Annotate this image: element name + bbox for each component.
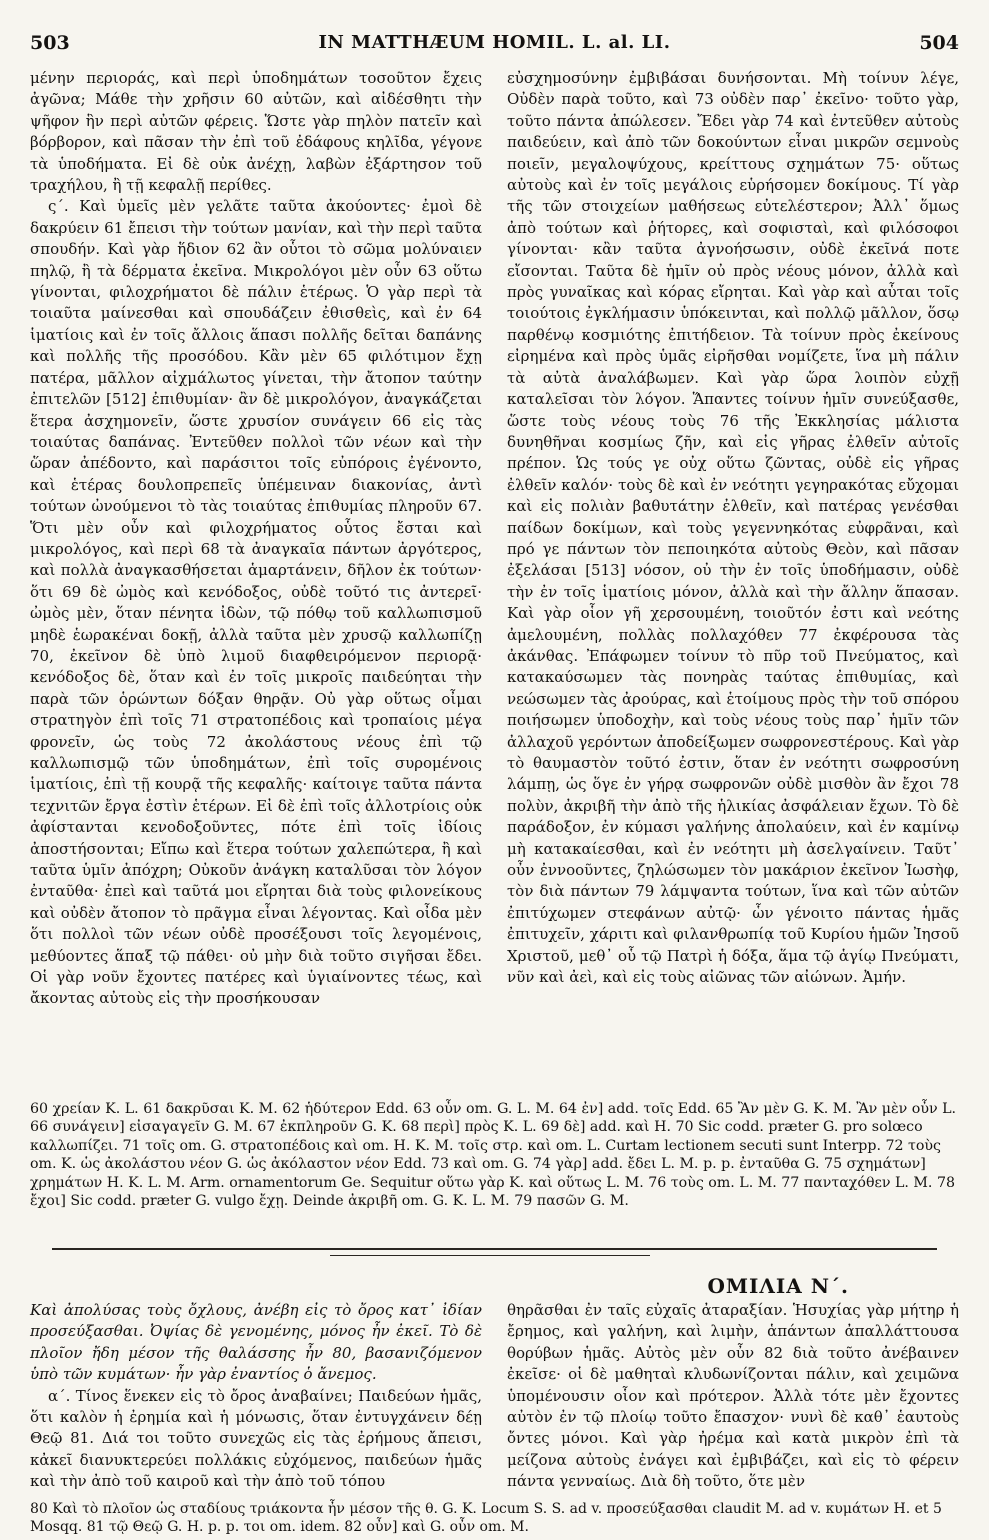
homily-title: ΟΜΙΛΙΑ Ν΄.: [707, 1274, 849, 1298]
page-number-left: 503: [30, 32, 70, 54]
left-column: [30, 68, 482, 1010]
running-head: [30, 32, 959, 58]
paragraph: εὐσχημοσύνην ἐμβιβάσαι δυνήσονται. Μὴ τοίνυν λέγε, Οὐδὲν παρὰ τοῦτο, καὶ 73 οὐδὲν παρ᾽ ἐκεῖνο· τοῦτο γὰρ, τοῦτο πάντα ἀπώλεσεν. Ἔδει γὰρ 74 καὶ ἐντεῦθεν αὐτοὺς παιδεύειν, καὶ ἀπὸ τῶν δοκούντων εἶναι μικρῶν σεμνοὺς ποιεῖν, μεγαλοψύχους, κρείττους σχημάτων 75· οὕτως αὐτοὺς καὶ ἐν τοῖς μεγάλοις εὑρήσομεν δοκίμους. Τί γὰρ τῆς τῶν στοιχείων μαθήσεως εὐτελέστερον; Ἀλλ᾽ ὅμως ἀπὸ τούτων καὶ ῥήτορες, καὶ σοφισταὶ, καὶ φιλόσοφοι γίνονται· κἂν ταῦτα ἀγνοήσωσιν, οὐδὲ ἐκεῖνά ποτε εἴσονται. Ταῦτα δὲ ἡμῖν οὐ πρὸς νέους μόνον, ἀλλὰ καὶ πρὸς γυναῖκας καὶ κόρας εἴρηται. Καὶ γὰρ καὶ αὗται τοῖς τοιούτοις ἐγκλήμασιν ὑπόκεινται, καὶ πολλῷ μᾶλλον, ὅσῳ παρθένῳ κοσμιότης ἐπιτήδειον. Τὰ τοίνυν πρὸς ἐκείνους εἰρημένα καὶ πρὸς ὑμᾶς εἰρῆσθαι νομίζετε, ἵνα μὴ πάλιν τὰ αὐτὰ ἀναλάβωμεν. Καὶ γὰρ ὥρα λοιπὸν εὐχῇ καταλεῖσαι τὸν λόγον. Ἅπαντες τοίνυν ἡμῖν συνεύξασθε, ὥστε τοὺς νέους τοὺς 76 τῆς Ἐκκλησίας μάλιστα δυνηθῆναι κοσμίως ζῆν, καὶ εἰς γῆρας ἐλθεῖν αὐτοῖς πρέπον. Ὡς τούς γε οὐχ οὕτω ζῶντας, οὐδὲ εἰς γῆρας ἐλθεῖν καλόν· τοὺς δὲ καὶ ἐν νεότητι γεγηρακότας εὔχομαι καὶ εἰς πολιὰν βαθυτάτην ἐλθεῖν, καὶ πατέρας γενέσθαι παίδων δοκίμων, καὶ τοὺς γεγεννηκότας εὐφρᾶναι, καὶ πρό γε πάντων τὸν πεποιηκότα αὐτοὺς Θεὸν, καὶ πᾶσαν ἐξελάσαι [513] νόσον, οὐ τὴν ἐν τοῖς ὑποδήμασιν, οὐδὲ τὴν ἐν τοῖς ἱματίοις μόνον, ἀλλὰ καὶ τὴν ἄλλην ἅπασαν. Καὶ γὰρ οἷον γῆ χερσουμένη, τοιοῦτόν ἐστι καὶ νεότης ἀμελουμένη, πολλὰς πολλαχόθεν 77 ἐκφέρουσα τὰς ἀκάνθας. Ἐπάφωμεν τοίνυν τὸ πῦρ τοῦ Πνεύματος, καὶ κατακαύσωμεν τὰς πονηρὰς ταύτας ἐπιθυμίας, καὶ νεώσωμεν τὰς ἀρούρας, καὶ ἑτοίμους πρὸς τὴν τοῦ σπόρου ποιήσωμεν ὑποδοχὴν, καὶ τοὺς νέους τοὺς παρ᾽ ἡμῖν τῶν ἀλλαχοῦ γερόντων ἀποδείξωμεν σωφρονεστέρους. Καὶ γὰρ τὸ θαυμαστὸν τοῦτό ἐστιν, ὅταν ἐν νεότητι σωφροσύνη λάμπῃ, ὡς ὅγε ἐν γήρᾳ σωφρονῶν οὐδὲ μισθὸν ἂν ἔχοι 78 πολὺν, ἀκριβῆ τὴν ἀπὸ τῆς ἡλικίας ἀσφάλειαν ἔχων. Τὸ δὲ παράδοξον, ἐν κύμασι γαλήνης ἀπολαύειν, καὶ ἐν καμίνῳ μὴ κατακαίεσθαι, καὶ ἐν νεότητι μὴ ἀσελγαίνειν. Ταῦτ᾽ οὖν ἐννοοῦντες, ζηλώσωμεν τὸν μακάριον ἐκεῖνον Ἰωσὴφ, τὸν διὰ πάντων 79 λάμψαντα τούτων, ἵνα καὶ τῶν αὐτῶν ἐπιτύχωμεν στεφάνων αὐτῷ· ὧν γένοιτο πάντας ἡμᾶς ἐπιτυχεῖν, χάριτι καὶ φιλανθρωπίᾳ τοῦ Κυρίου ἡμῶν Ἰησοῦ Χριστοῦ, μεθ᾽ οὗ τῷ Πατρὶ ἡ δόξα, ἅμα τῷ ἁγίῳ Πνεύματι, νῦν καὶ ἀεὶ, καὶ εἰς τοὺς αἰῶνας τῶν αἰώνων. Ἀμήν.: [507, 69, 959, 987]
right-column: [507, 68, 959, 1010]
homily-text: [30, 1300, 959, 1493]
homily-left-column: [30, 1300, 482, 1493]
footnote-text: 60 χρείαν K. L. 61 δακρῦσαι K. M. 62 ἡδύτερον Edd. 63 οὖν om. G. L. M. 64 ἐν] add. τοῖς Edd. 65 Ἂν μὲν G. K. M. Ἂν μὲν οὖν L. 66 συνάγειν] εἰσαγαγεῖν G. M. 67 ἐκπληροῦν G. K. 68 περὶ] πρὸς K. L. 69 δὲ] add. καὶ H. 70 Sic codd. præter G. pro solœco καλλωπίζει. 71 τοῖς om. G. στρατοπέδοις καὶ om. H. K. M. τοῖς στρ. καὶ om. L. Curtam lectionem secuti sunt Interpp. 72 τοὺς om. K. ὡς ἀκολάστου νέον G. ὡς ἀκόλαστον νέον Edd. 73 καὶ om. G. 74 γὰρ] add. ἔδει L. M. p. p. ἐνταῦθα G. 75 σχημάτων] χρημάτων H. K. L. M. Arm. ornamentorum Ge. Sequitur οὕτω γὰρ K. καὶ οὕτως L. M. 76 τοὺς om. L. M. 77 πανταχόθεν L. M. 78 ἔχοι] Sic codd. præter G. vulgo ἔχῃ. Deinde ἀκριβῆ om. G. K. L. M. 79 πασῶν G. M.: [30, 1101, 957, 1210]
running-title: IN MATTHÆUM HOMIL. L. al. LI.: [318, 32, 671, 53]
divider: [330, 1255, 650, 1256]
scripture-lemma: Καὶ ἀπολύσας τοὺς ὄχλους, ἀνέβη εἰς τὸ ὄρος κατ᾽ ἰδίαν προσεύξασθαι. Ὀψίας δὲ γενομένης, μόνος ἦν ἐκεῖ. Τὸ δὲ πλοῖον ἤδη μέσον τῆς θαλάσσης ἦν 80, βασανιζόμενον ὑπὸ τῶν κυμάτων· ἦν γὰρ ἐναντίος ὁ ἄνεμος.: [30, 1301, 482, 1384]
footnote-text: 80 Καὶ τὸ πλοῖον ὡς σταδίους τριάκοντα ἦν μέσον τῆς θ. G. K. Locum S. S. ad v. προσεύξασθαι claudit M. ad v. κυμάτων H. et 5 Mosqq. 81 τῷ Θεῷ G. H. p. p. τοι om. idem. 82 οὖν] καὶ G. οὖν om. M.: [30, 1501, 942, 1535]
paragraph: ς΄. Καὶ ὑμεῖς μὲν γελᾶτε ταῦτα ἀκούοντες· ἐμοὶ δὲ δακρύειν 61 ἔπεισι τὴν τούτων μανίαν, καὶ τὴν περὶ ταῦτα σπουδήν. Καὶ γὰρ ἥδιον 62 ἂν οὗτοι τὸ σῶμα μολύναιεν πηλῷ, ἢ τὰ δέρματα ἐκεῖνα. Μικρολόγοι μὲν οὖν 63 οὕτω γίνονται, φιλοχρήματοι δὲ πάλιν ἑτέρως. Ὁ γὰρ περὶ τὰ τοιαῦτα μαίνεσθαι καὶ σπουδάζειν ἐθισθεὶς, καὶ ἐν 64 ἱματίοις καὶ ἐν τοῖς ἄλλοις ἅπασι πολλῆς δεῖται δαπάνης καὶ πολλῆς τῆς προσόδου. Κἂν μὲν 65 φιλότιμον ἔχῃ πατέρα, μᾶλλον αἰχμάλωτος γίνεται, τὴν ἄτοπον ταύτην ἐπιτελῶν [512] ἐπιθυμίαν· ἂν δὲ μικρολόγον, ἀναγκάζεται ἕτερα ἀσχημονεῖν, ὥστε χρυσίον συνάγειν 66 εἰς τὰς τοιαύτας δαπάνας. Ἐντεῦθεν πολλοὶ τῶν νέων καὶ τὴν ὥραν ἀπέδοντο, καὶ παράσιτοι τοῖς εὐπόροις ἐγένοντο, καὶ ἑτέρας δουλοπρεπεῖς ὑπέμειναν διακονίας, ἀντὶ τούτων ὠνούμενοι τὸ τὰς τοιαύτας ἐπιθυμίας πληροῦν 67. Ὅτι μὲν οὖν καὶ φιλοχρήματος οὗτος ἔσται καὶ μικρολόγος, καὶ περὶ 68 τὰ ἀναγκαῖα πάντων ἀργότερος, καὶ πολλὰ ἀναγκασθήσεται ἁμαρτάνειν, δῆλον ἐκ τούτων· ὅτι 69 δὲ ὠμὸς καὶ κενόδοξος, οὐδὲ τοῦτό τις ἀντερεῖ· ὠμὸς μὲν, ὅταν πένητα ἰδὼν, τῷ πόθῳ τοῦ καλλωπισμοῦ μηδὲ ἑωρακέναι δοκῇ, ἀλλὰ ταῦτα μὲν χρυσῷ καλλωπίζῃ 70, ἐκεῖνον δὲ ὑπὸ λιμοῦ διαφθειρόμενον περιορᾷ· κενόδοξος δὲ, ὅταν καὶ ἐν τοῖς μικροῖς παιδεύηται τὴν παρὰ τῶν ὁρώντων δόξαν θηρᾷν. Οὐ γὰρ οὕτως οἶμαι στρατηγὸν ἐπὶ τοῖς 71 στρατοπέδοις καὶ τροπαίοις μέγα φρονεῖν, ὡς τοὺς 72 ἀκολάστους νέους ἐπὶ τῷ καλλωπισμῷ τῶν ὑποδημάτων, ἐπὶ τοῖς συρομένοις ἱματίοις, ἐπὶ τῇ κουρᾷ τῆς κεφαλῆς· καίτοιγε ταῦτα πάντα τεχνιτῶν ἔργα ἐστὶν ἑτέρων. Εἰ δὲ ἐπὶ τοῖς ἀλλοτρίοις οὐκ ἀφίστανται κενοδοξοῦντες, πότε ἐπὶ τοῖς ἰδίοις ἀποστήσονται; Εἴπω καὶ ἕτερα τούτων χαλεπώτερα, ἢ καὶ ταῦτα ὑμῖν ἀπόχρη; Οὐκοῦν ἀνάγκη καταλῦσαι τὸν λόγον ἐνταῦθα· ἐπεὶ καὶ ταῦτά μοι εἴρηται διὰ τοὺς φιλονείκους καὶ οὐδὲν ἄτοπον τὸ πρᾶγμα εἶναι λέγοντας. Καὶ οἶδα μὲν ὅτι πολλοὶ τῶν νέων οὐδὲ προσέξουσι τοῖς λεγομένοις, μεθύοντες ἅπαξ τῷ πάθει· οὐ μὴν διὰ τοῦτο σιγῆσαι ἔδει. Οἱ γὰρ νοῦν ἔχοντες πατέρες καὶ ὑγιαίνοντες τέως, καὶ ἄκοντας αὐτοὺς εἰς τὴν προσήκουσαν: [30, 197, 482, 1008]
homily-footnotes: [30, 1500, 959, 1536]
homily-right-column: [507, 1300, 959, 1493]
divider: [52, 1248, 937, 1250]
main-text: [30, 68, 959, 1010]
footnotes: [30, 1100, 959, 1210]
page-number-right: 504: [919, 32, 959, 54]
paragraph: μένην περιοράς, καὶ περὶ ὑποδημάτων τοσοῦτον ἔχεις ἀγῶνα; Μάθε τὴν χρῆσιν 60 αὐτῶν, καὶ αἰδέσθητι τὴν ψῆφον ἣν περὶ αὐτῶν φέρεις. Ὥστε γὰρ πηλὸν πατεῖν καὶ βόρβορον, καὶ πᾶσαν τὴν ἐπὶ τοῦ ἐδάφους κηλῖδα, γέγονε τὰ ὑποδήματα. Εἰ δὲ οὐκ ἀνέχῃ, λαβὼν ἐξάρτησον τοῦ τραχήλου, ἢ τῇ κεφαλῇ περίθες.: [30, 69, 482, 195]
paragraph: α΄. Τίνος ἕνεκεν εἰς τὸ ὄρος ἀναβαίνει; Παιδεύων ἡμᾶς, ὅτι καλὸν ἡ ἐρημία καὶ ἡ μόνωσις, ὅταν ἐντυγχάνειν δέῃ Θεῷ 81. Διά τοι τοῦτο συνεχῶς εἰς τὰς ἐρήμους ἄπεισι, κἀκεῖ διανυκτερεύει πολλάκις εὐχόμενος, παιδεύων ἡμᾶς καὶ τὴν ἀπὸ τοῦ καιροῦ καὶ τὴν ἀπὸ τοῦ τόπου: [30, 1386, 482, 1491]
paragraph: θηρᾶσθαι ἐν ταῖς εὐχαῖς ἀταραξίαν. Ἡσυχίας γὰρ μήτηρ ἡ ἔρημος, καὶ γαλήνη, καὶ λιμὴν, ἁπάντων ἀπαλλάττουσα θορύβων ἡμᾶς. Αὐτὸς μὲν οὖν 82 διὰ τοῦτο ἀνέβαινεν ἐκεῖσε· οἱ δὲ μαθηταὶ κλυδωνίζονται πάλιν, καὶ χειμῶνα ὑπομένουσιν οἷον καὶ πρότερον. Ἀλλὰ τότε μὲν ἔχοντες αὐτὸν ἐν τῷ πλοίῳ τοῦτο ἔπασχον· νυνὶ δὲ καθ᾽ ἑαυτοὺς ὄντες μόνοι. Καὶ γὰρ ἠρέμα καὶ κατὰ μικρὸν ἐπὶ τὰ μείζονα αὐτοὺς ἐνάγει καὶ ἐμβιβάζει, καὶ εἰς τὸ φέρειν πάντα γενναίως. Διὰ δὴ τοῦτο, ὅτε μὲν: [507, 1301, 959, 1491]
